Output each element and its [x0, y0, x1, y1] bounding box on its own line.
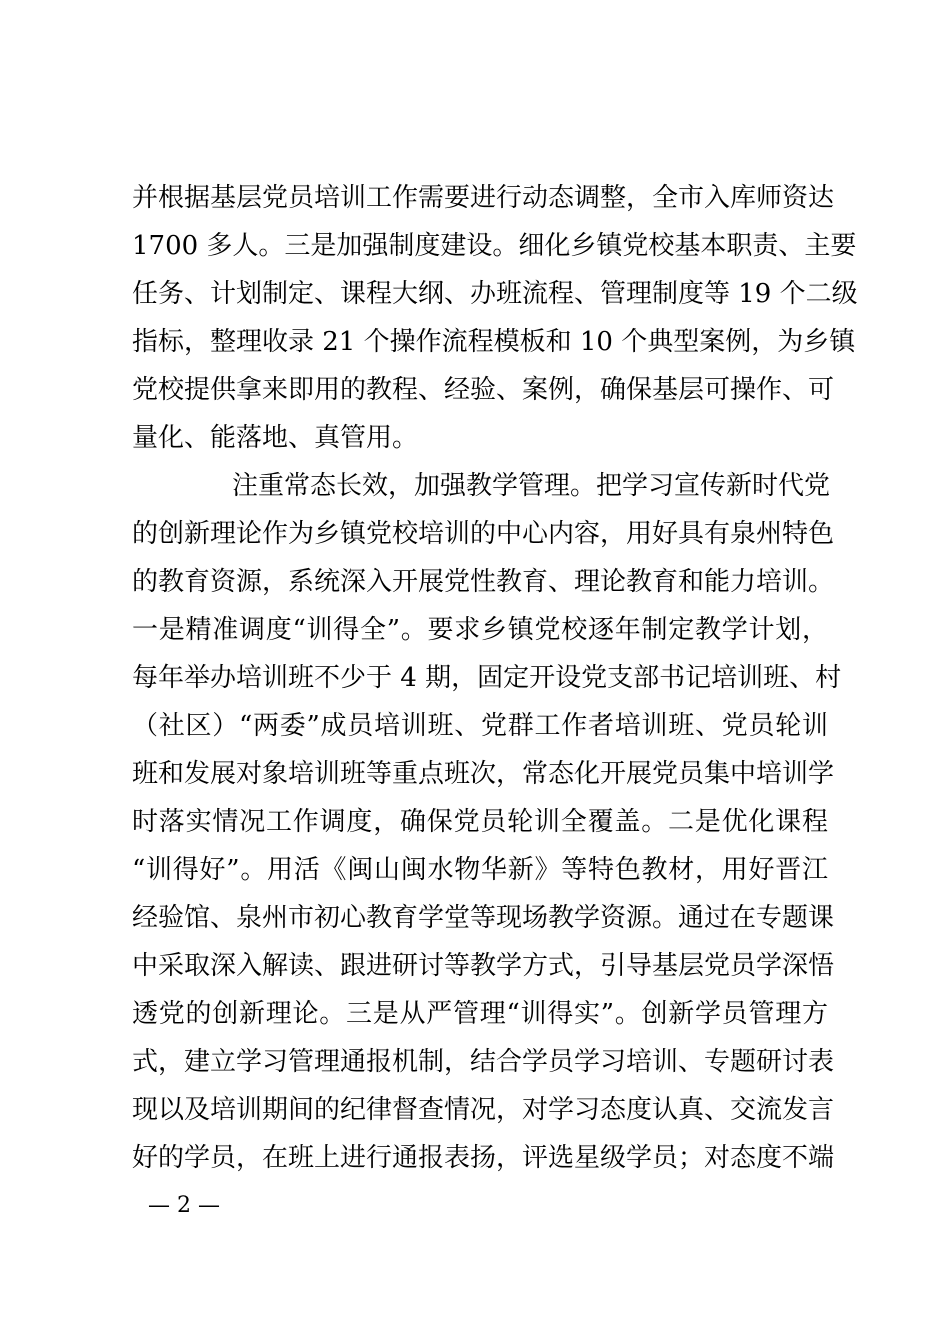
- text-line: 并根据基层党员培训工作需要进行动态调整，全市入库师资达: [132, 183, 835, 213]
- text-line: 1700 多人。三是加强制度建设。细化乡镇党校基本职责、主要: [132, 231, 857, 261]
- text-line: 时落实情况工作调度，确保党员轮训全覆盖。二是优化课程: [132, 807, 828, 837]
- page-number: — 2 —: [148, 1193, 220, 1218]
- text-line: 现以及培训期间的纪律督查情况，对学习态度认真、交流发言: [132, 1095, 835, 1125]
- text-line: 班和发展对象培训班等重点班次，常态化开展党员集中培训学: [132, 759, 835, 789]
- text-line: 一是精准调度“训得全”。要求乡镇党校逐年制定教学计划，: [132, 615, 828, 645]
- text-line: 好的学员，在班上进行通报表扬，评选星级学员；对态度不端: [132, 1143, 835, 1173]
- text-line: 每年举办培训班不少于 4 期，固定开设党支部书记培训班、村: [132, 663, 842, 693]
- text-line: 指标，整理收录 21 个操作流程模板和 10 个典型案例，为乡镇: [132, 327, 856, 357]
- text-line: （社区）“两委”成员培训班、党群工作者培训班、党员轮训: [132, 711, 828, 741]
- text-line: 经验馆、泉州市初心教育学堂等现场教学资源。通过在专题课: [132, 903, 835, 933]
- text-line: 的教育资源，系统深入开展党性教育、理论教育和能力培训。: [132, 567, 835, 597]
- text-line: 式，建立学习管理通报机制，结合学员学习培训、专题研讨表: [132, 1047, 835, 1077]
- text-line: 党校提供拿来即用的教程、经验、案例，确保基层可操作、可: [132, 375, 835, 405]
- paragraph-heading-line: 注重常态长效，加强教学管理。把学习宣传新时代党: [232, 471, 831, 501]
- text-line: “训得好”。用活《闽山闽水物华新》等特色教材，用好晋江: [132, 855, 828, 885]
- text-line: 的创新理论作为乡镇党校培训的中心内容，用好具有泉州特色: [132, 519, 835, 549]
- text-line: 量化、能落地、真管用。: [132, 423, 419, 453]
- text-line: 中采取深入解读、跟进研讨等教学方式，引导基层党员学深悟: [132, 951, 835, 981]
- text-line: 任务、计划制定、课程大纲、办班流程、管理制度等 19 个二级: [132, 279, 858, 309]
- text-line: 透党的创新理论。三是从严管理“训得实”。创新学员管理方: [132, 999, 828, 1029]
